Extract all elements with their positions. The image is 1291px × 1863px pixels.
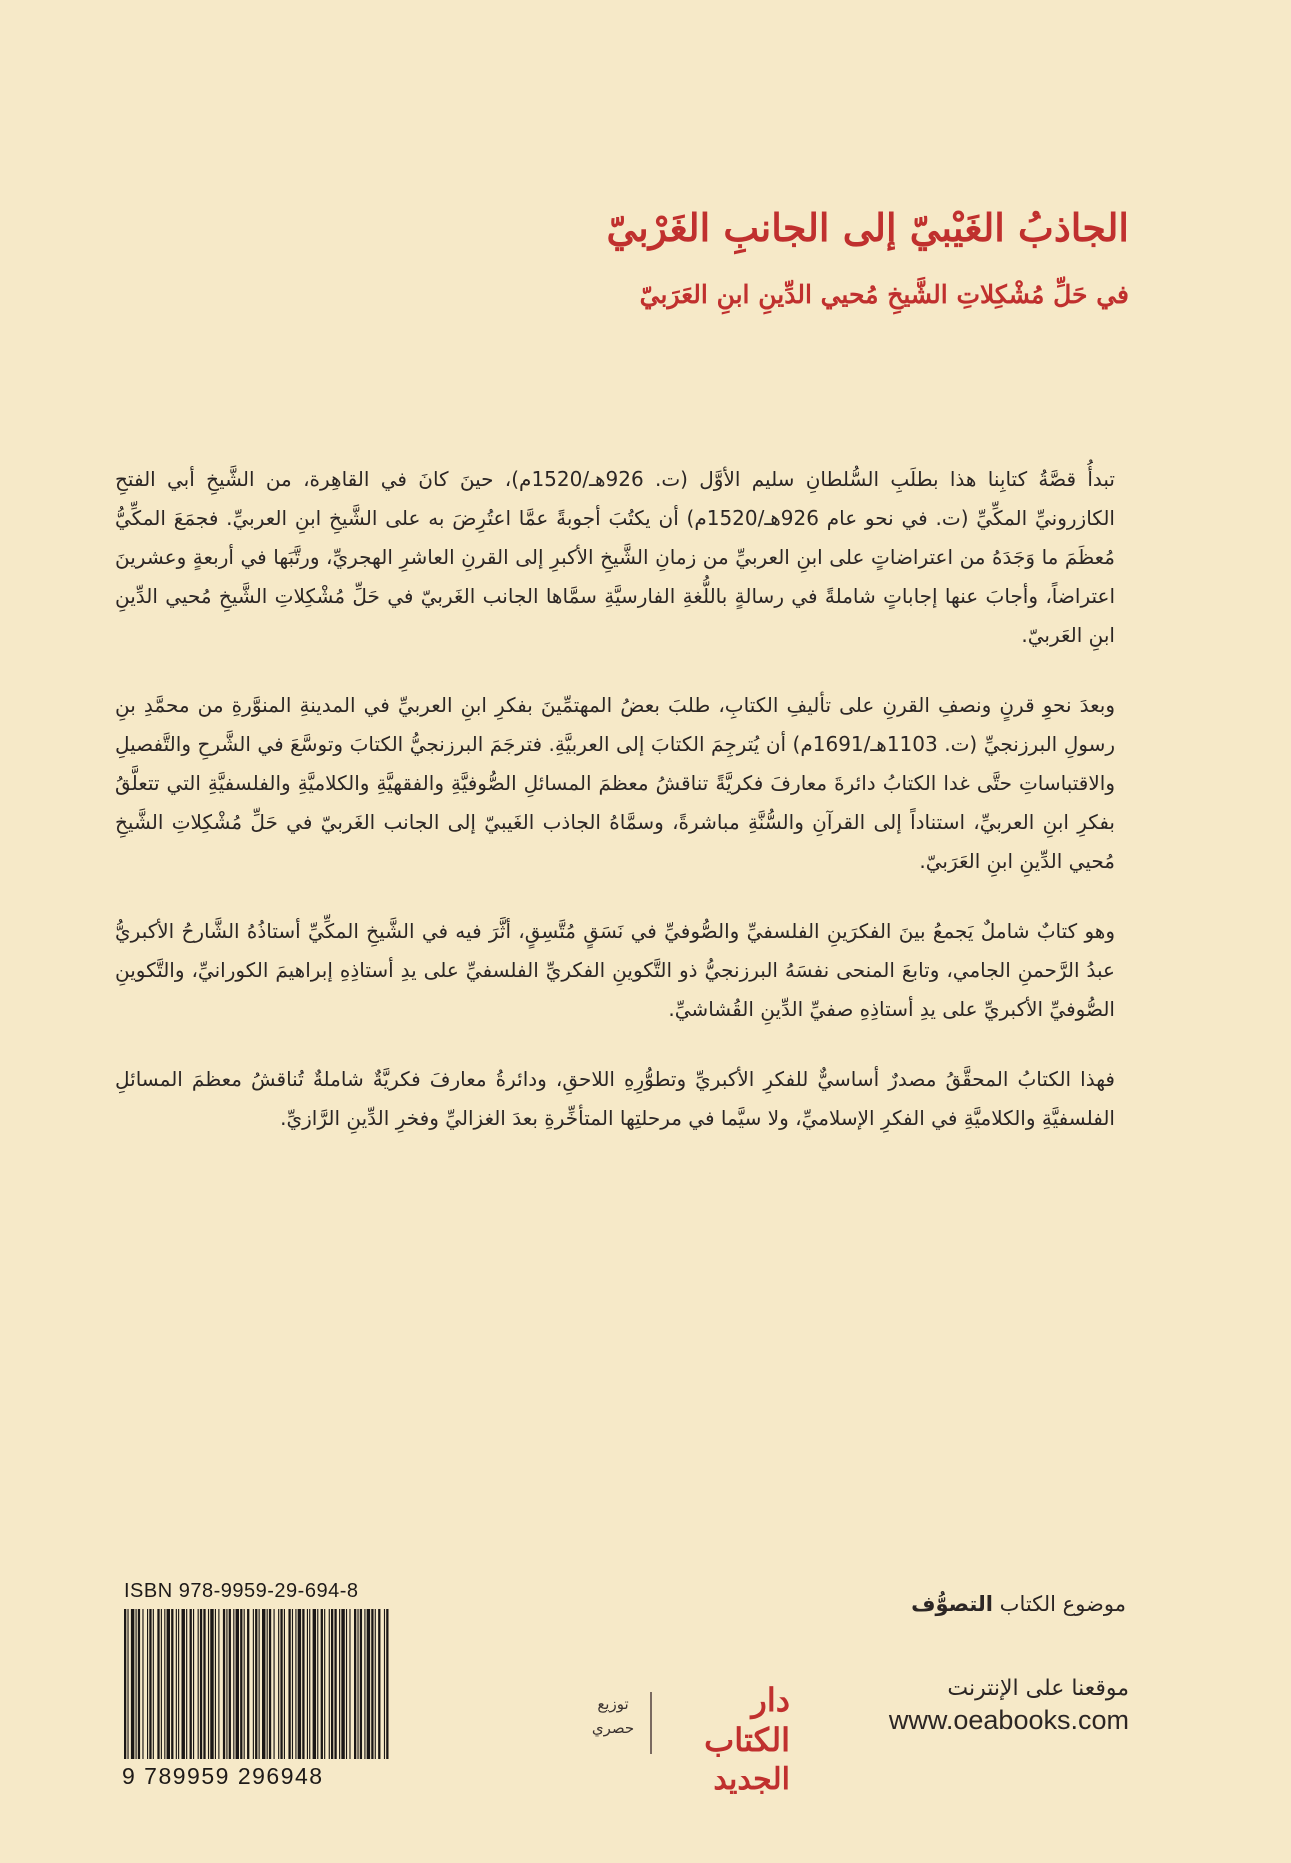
barcode-bar <box>167 1609 170 1759</box>
book-title: الجاذبُ الغَيْبيّ إلى الجانبِ الغَرْبيّ <box>606 205 1129 250</box>
barcode-bar <box>200 1609 202 1759</box>
barcode-bar <box>182 1609 185 1759</box>
barcode-bar <box>127 1609 128 1759</box>
barcode-bar <box>349 1609 350 1759</box>
barcode-bar <box>164 1609 165 1759</box>
barcode-bar <box>124 1609 126 1759</box>
barcode-bar <box>149 1609 151 1759</box>
barcode-bar <box>178 1609 179 1759</box>
blurb-paragraph-2: وبعدَ نحوِ قرنٍ ونصفِ القرنِ على تأليفِ الكتابِ، طلبَ بعضُ المهتمِّينَ بفكرِ ابنِ العربيِّ في المدينةِ المنوَّرةِ من محمَّدِ بنِ رسولِ البرزنجيِّ (ت. 1103هـ/1691م) أن يُترجِمَ الكتابَ إلى العربيَّةِ. فترجَمَ البرزنجيُّ الكتابَ وتوسَّعَ في الشَّرحِ والتَّفصيلِ والاقتباساتِ حتَّى غدا الكتابُ دائرةَ معارفَ فكريَّةً تناقشُ معظمَ المسائلِ الصُّوفيَّةِ والفقهيَّةِ والكلاميَّةِ والفلسفيَّةِ التي تتعلَّقُ بفكرِ ابنِ العربيِّ، استناداً إلى القرآنِ والسُّنَّةِ مباشرةً، وسمَّاهُ الجاذب الغَيبيّ إلى الجانب الغَربيّ في حَلِّ مُشْكِلاتِ الشَّيخِ مُحيي الدِّينِ ابنِ العَرَبيّ. <box>115 693 1115 873</box>
barcode-bar <box>317 1609 318 1759</box>
barcode-bar <box>203 1609 205 1759</box>
barcode-bar <box>274 1609 275 1759</box>
barcode-bar <box>371 1609 373 1759</box>
barcode-bar <box>292 1609 293 1759</box>
barcode-bar <box>147 1609 148 1759</box>
publisher-divider <box>650 1692 652 1754</box>
publisher-name-line1: دار الكتاب <box>704 1681 790 1759</box>
barcode-bar <box>186 1609 187 1759</box>
barcode-bar <box>240 1609 242 1759</box>
barcode-bar <box>233 1609 234 1759</box>
barcode-bar <box>176 1609 177 1759</box>
barcode-bar <box>226 1609 227 1759</box>
barcode-bar <box>364 1609 365 1759</box>
barcode-bar <box>171 1609 173 1759</box>
barcode-bar <box>138 1609 140 1759</box>
barcode-bar <box>244 1609 245 1759</box>
barcode-bar <box>313 1609 316 1759</box>
barcode-bar <box>331 1609 333 1759</box>
barcode-digits: 9 789959 296948 <box>122 1763 324 1789</box>
subject-value: التصوُّف <box>911 1592 993 1616</box>
barcode-bar <box>367 1609 370 1759</box>
barcode-bar <box>321 1609 323 1759</box>
barcode-bar <box>280 1609 282 1759</box>
barcode-bar <box>247 1609 249 1759</box>
barcode-bar <box>218 1609 219 1759</box>
blurb-paragraph-3: وهو كتابٌ شاملٌ يَجمعُ بينَ الفكرَينِ الفلسفيِّ والصُّوفيِّ في نَسَقٍ مُتَّسِقٍ، أثَّرَ فيه في الشَّيخِ المكِّيِّ أستاذُهُ الشَّارحُ الأكبريُّ عبدُ الرَّحمنِ الجامي، وتابعَ المنحى نفسَهُ البرزنجيُّ ذو التَّكوينِ الفكريِّ الفلسفيِّ على يدِ أستاذِهِ إبراهيمَ الكورانيِّ، والتَّكوينِ الصُّوفيِّ الأكبريِّ على يدِ أستاذِهِ صفيِّ الدِّينِ القُشاشيِّ. <box>115 919 1115 1021</box>
website-url: www.oeabooks.com <box>888 1705 1129 1735</box>
barcode-bar <box>236 1609 239 1759</box>
barcode-bar <box>253 1609 254 1759</box>
barcode-bar <box>269 1609 271 1759</box>
barcode-bar <box>262 1609 265 1759</box>
website-label: موقعنا على الإنترنت <box>947 1676 1129 1701</box>
website-block <box>889 1676 1129 1736</box>
barcode-bar <box>339 1609 340 1759</box>
barcode-bar <box>307 1609 308 1759</box>
barcode-bar <box>341 1609 344 1759</box>
barcode-bar <box>360 1609 362 1759</box>
distribution-line2: حصري <box>591 1719 635 1737</box>
isbn-block <box>122 1580 392 1790</box>
barcode-bar <box>223 1609 225 1759</box>
barcode-bar <box>309 1609 310 1759</box>
distribution-note <box>582 1692 644 1740</box>
barcode-bar <box>142 1609 143 1759</box>
barcode-bar <box>298 1609 301 1759</box>
barcode-bar <box>267 1609 268 1759</box>
barcode-bar <box>210 1609 213 1759</box>
barcode-bar <box>136 1609 137 1759</box>
barcode-bar <box>357 1609 358 1759</box>
barcode-bar <box>354 1609 356 1759</box>
subject-label: موضوع الكتاب <box>999 1592 1126 1616</box>
barcode-bar <box>229 1609 231 1759</box>
barcode-bar <box>334 1609 336 1759</box>
barcode-bar <box>208 1609 209 1759</box>
book-subject <box>911 1592 1126 1616</box>
blurb <box>115 460 1115 1169</box>
barcode-bar <box>346 1609 347 1759</box>
barcode-bar <box>157 1609 159 1759</box>
barcode-bar <box>153 1609 154 1759</box>
blurb-paragraph-1: تبدأُ قصَّةُ كتابِنا هذا بطلَبِ السُّلطانِ سليم الأوَّل (ت. 926هـ/1520م)، حينَ كانَ في القاهِرة، من الشَّيخِ أبي الفتحِ الكازرونيِّ المكِّيِّ (ت. في نحو عام 926هـ/1520م) أن يكتُبَ أجوبةً عمَّا اعتُرِضَ به على الشَّيخِ ابنِ العربيِّ. فجمَعَ المكِّيُّ مُعظَمَ ما وَجَدَهُ من اعتراضاتٍ على ابنِ العربيِّ من زمانِ الشَّيخِ الأكبرِ إلى القرنِ العاشرِ الهجريِّ، ورتَّبَها في أربعةٍ وعشرينَ اعتراضاً، وأجابَ عنها إجاباتٍ شاملةً في رسالةٍ باللُّغةِ الفارسيَّةِ سمَّاها الجانب الغَربيّ في حَلِّ مُشْكِلاتِ الشَّيخِ مُحيي الدِّينِ ابنِ العَربيّ. <box>115 467 1115 647</box>
barcode-bar <box>386 1609 388 1759</box>
barcode-bar <box>295 1609 296 1759</box>
barcode-bar <box>198 1609 199 1759</box>
barcode-bar <box>324 1609 325 1759</box>
barcode-bar <box>259 1609 260 1759</box>
barcode-bar <box>329 1609 330 1759</box>
book-subtitle: في حَلِّ مُشْكِلاتِ الشَّيخِ مُحيي الدِّينِ ابنِ العَرَبيّ <box>639 280 1129 309</box>
blurb-paragraph-4: فهذا الكتابُ المحقَّقُ مصدرٌ أساسيٌّ للفكرِ الأكبريِّ وتطوُّرِهِ اللاحقِ، ودائرةُ معارفَ فكريَّةٌ شاملةٌ تُناقشُ معظمَ المسائلِ الفلسفيَّةِ والكلاميَّةِ في الفكرِ الإسلاميِّ، ولا سيَّما في مرحلتِها المتأخِّرةِ بعدَ الغزاليِّ وفخرِ الدِّينِ الرَّازيِّ. <box>115 1067 1115 1130</box>
barcode-bar <box>193 1609 194 1759</box>
barcode-bar <box>215 1609 216 1759</box>
barcode-bar <box>284 1609 285 1759</box>
barcode-bar <box>190 1609 192 1759</box>
barcode-bar <box>302 1609 304 1759</box>
publisher-logo <box>662 1680 790 1797</box>
barcode-bar <box>384 1609 385 1759</box>
barcode-bar <box>378 1609 380 1759</box>
isbn-label: ISBN 978-9959-29-694-8 <box>124 1580 359 1602</box>
publisher-name-line2: الجديد <box>713 1762 790 1797</box>
barcode-bar <box>375 1609 376 1759</box>
barcode-bar <box>278 1609 279 1759</box>
barcode-bar <box>161 1609 162 1759</box>
publisher-logo-block <box>582 1680 792 1800</box>
distribution-line1: توزيع <box>597 1695 629 1713</box>
barcode-bar <box>288 1609 290 1759</box>
barcode-bar <box>131 1609 134 1759</box>
barcode-bar <box>255 1609 257 1759</box>
barcode <box>122 1609 392 1759</box>
